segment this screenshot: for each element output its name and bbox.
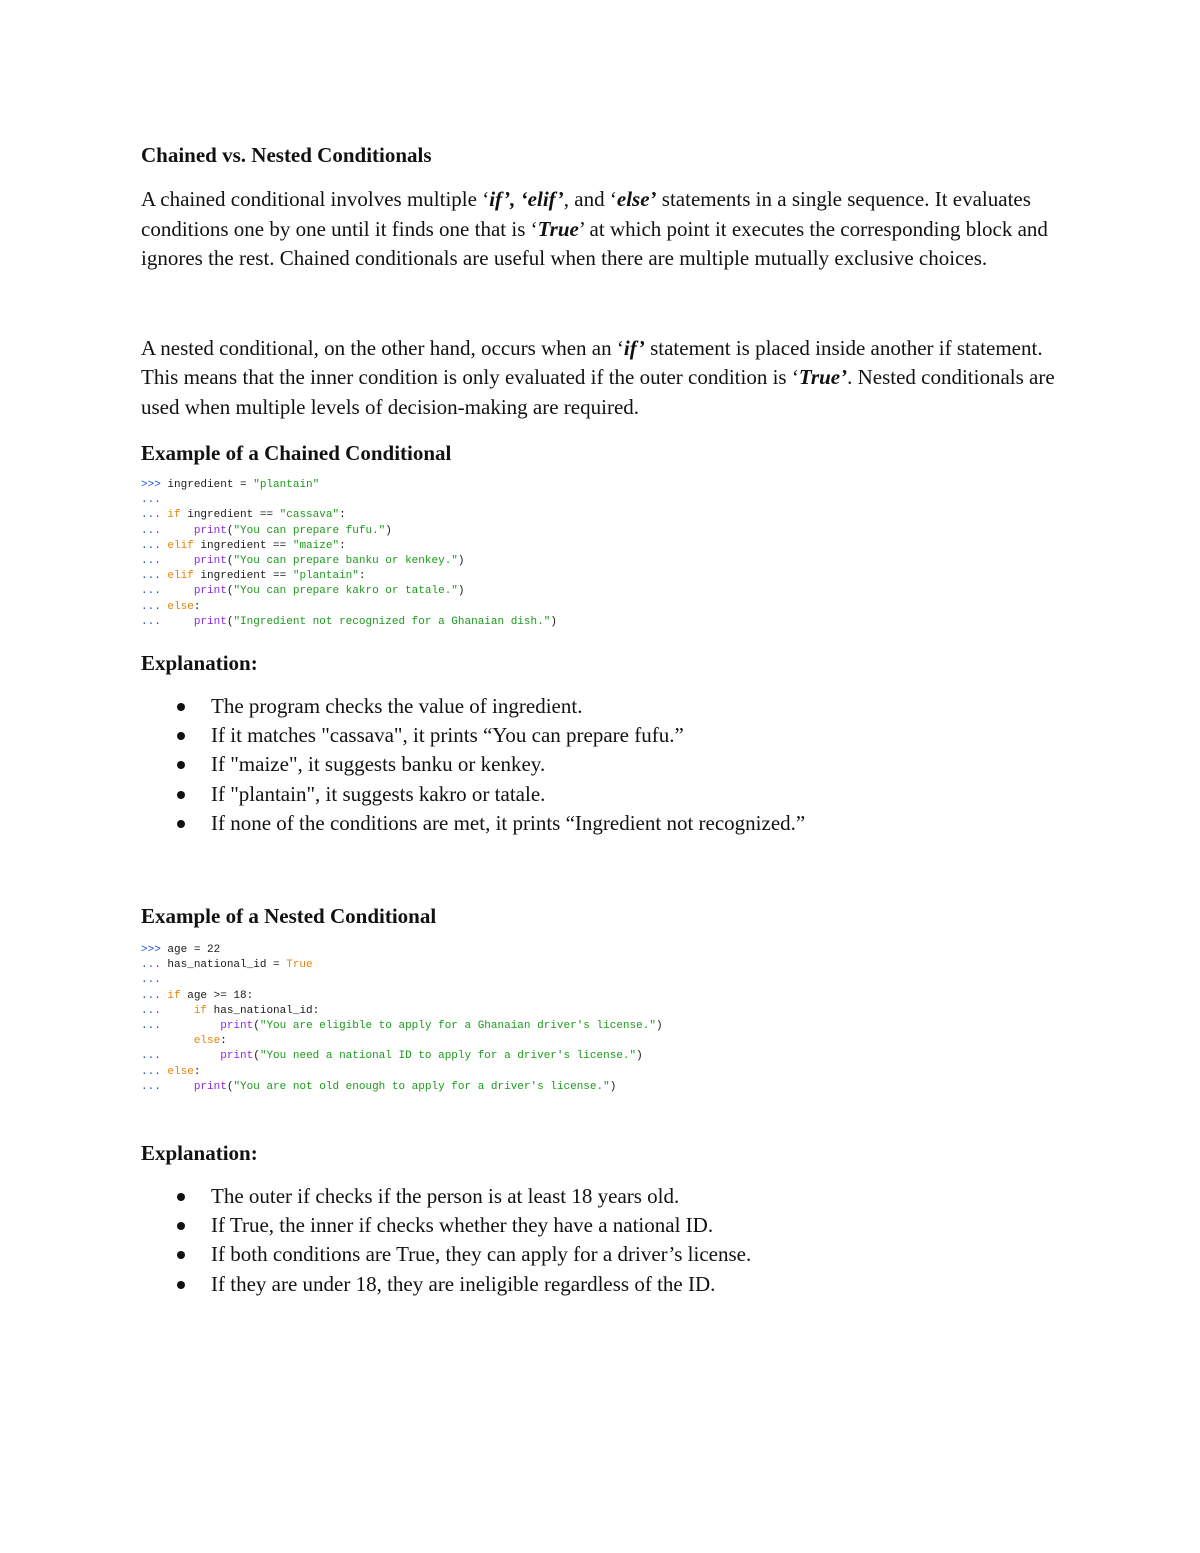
bullet-text: If "plantain", it suggests kakro or tatale. — [211, 781, 546, 806]
explanation-heading-1: Explanation: — [141, 651, 258, 676]
bullet-item — [141, 721, 1061, 750]
bullet-text: If both conditions are True, they can apply for a driver’s license. — [211, 1242, 752, 1267]
bullet-dot-icon — [177, 1251, 185, 1259]
code-line: ... if ingredient == "cassava": — [141, 509, 346, 522]
text-run: ’ at which point it executes the corresponding block and ignores the rest. Chained conditionals are useful when there are multiple mutually exclusive choices. — [141, 216, 1048, 270]
code-line: ... else: — [141, 1065, 201, 1078]
bullet-dot-icon — [177, 820, 185, 828]
explanation-list-1 — [141, 692, 1061, 838]
keyword-run: if’, ‘elif’ — [489, 187, 564, 211]
code-line: ... print("You can prepare fufu.") — [141, 524, 392, 537]
explanation-list-2 — [141, 1182, 1061, 1299]
code-line: >>> ingredient = "plantain" — [141, 479, 320, 491]
chained-example-heading: Example of a Chained Conditional — [141, 441, 452, 465]
bullet-item — [141, 1182, 1061, 1211]
bullet-text: If "maize", it suggests banku or kenkey. — [211, 752, 546, 777]
text-run: statements in a single sequence. It evaluates conditions one by one until it finds one that is ‘ — [141, 187, 1031, 241]
explanation-heading-2: Explanation: — [141, 1141, 258, 1166]
keyword-run: True’ — [798, 365, 848, 389]
bullet-text: If it matches "cassava", it prints “You can prepare fufu.” — [211, 723, 684, 748]
code-line: ... elif ingredient == "plantain": — [141, 570, 366, 583]
chained-description — [141, 185, 1061, 274]
code-line: ... print("You can prepare banku or kenkey.") — [141, 555, 465, 568]
code-line: ... print("You are eligible to apply for a Ghanaian driver's license.") — [141, 1020, 663, 1033]
bullet-dot-icon — [177, 703, 185, 711]
bullet-dot-icon — [177, 791, 185, 799]
nested-example-heading: Example of a Nested Conditional — [141, 904, 437, 929]
code-line: ... has_national_id = True — [141, 959, 313, 972]
code-line: ... — [141, 494, 161, 507]
code-line: ... print("You can prepare kakro or tatale.") — [141, 585, 465, 598]
bullet-item — [141, 809, 1061, 838]
chained-code-block — [141, 478, 1061, 630]
code-line: ... if has_national_id: — [141, 1004, 320, 1017]
bullet-item — [141, 1211, 1061, 1240]
code-line: else: — [193, 1035, 227, 1048]
code-line: ... else: — [141, 600, 201, 613]
text-run: , and ‘ — [563, 187, 617, 211]
bullet-dot-icon — [177, 1281, 185, 1289]
bullet-text: The outer if checks if the person is at least 18 years old. — [211, 1184, 680, 1209]
text-run: . Nested conditionals are used when multiple levels of decision-making are required. — [141, 365, 1055, 419]
text-run: A nested conditional, on the other hand, occurs when an ‘ — [141, 335, 624, 360]
bullet-dot-icon — [177, 1193, 185, 1201]
page-title: Chained vs. Nested Conditionals — [141, 143, 432, 167]
bullet-dot-icon — [177, 1222, 185, 1230]
keyword-run: True — [537, 216, 579, 241]
nested-description — [141, 334, 1061, 423]
code-line: ... print("Ingredient not recognized for a Ghanaian dish.") — [141, 615, 557, 628]
document-content — [141, 140, 1061, 1299]
bullet-item — [141, 750, 1061, 779]
bullet-text: If True, the inner if checks whether they have a national ID. — [211, 1213, 714, 1238]
bullet-item — [141, 1270, 1061, 1299]
bullet-text: If they are under 18, they are ineligible regardless of the ID. — [211, 1271, 716, 1296]
code-line: ... print("You are not old enough to apply for a driver's license.") — [141, 1080, 617, 1093]
code-line: ... if age >= 18: — [141, 989, 254, 1002]
keyword-run: if’ — [623, 335, 645, 360]
text-run: statement is placed inside another if statement. This means that the inner condition is only evaluated if the outer condition is ‘ — [141, 335, 1043, 389]
code-line: >>> age = 22 — [141, 944, 221, 957]
text-run: A chained conditional involves multiple ‘ — [141, 187, 490, 211]
bullet-item — [141, 692, 1061, 721]
bullet-dot-icon — [177, 761, 185, 769]
nested-code-block — [141, 943, 1061, 1095]
bullet-text: The program checks the value of ingredient. — [211, 694, 583, 719]
bullet-item — [141, 1240, 1061, 1269]
bullet-text: If none of the conditions are met, it prints “Ingredient not recognized.” — [211, 810, 806, 835]
code-line: ... — [141, 974, 161, 987]
bullet-dot-icon — [177, 732, 185, 740]
keyword-run: else’ — [616, 187, 657, 211]
code-line: ... elif ingredient == "maize": — [141, 539, 346, 552]
code-line: ... print("You need a national ID to apply for a driver's license.") — [141, 1050, 643, 1063]
bullet-item — [141, 780, 1061, 809]
